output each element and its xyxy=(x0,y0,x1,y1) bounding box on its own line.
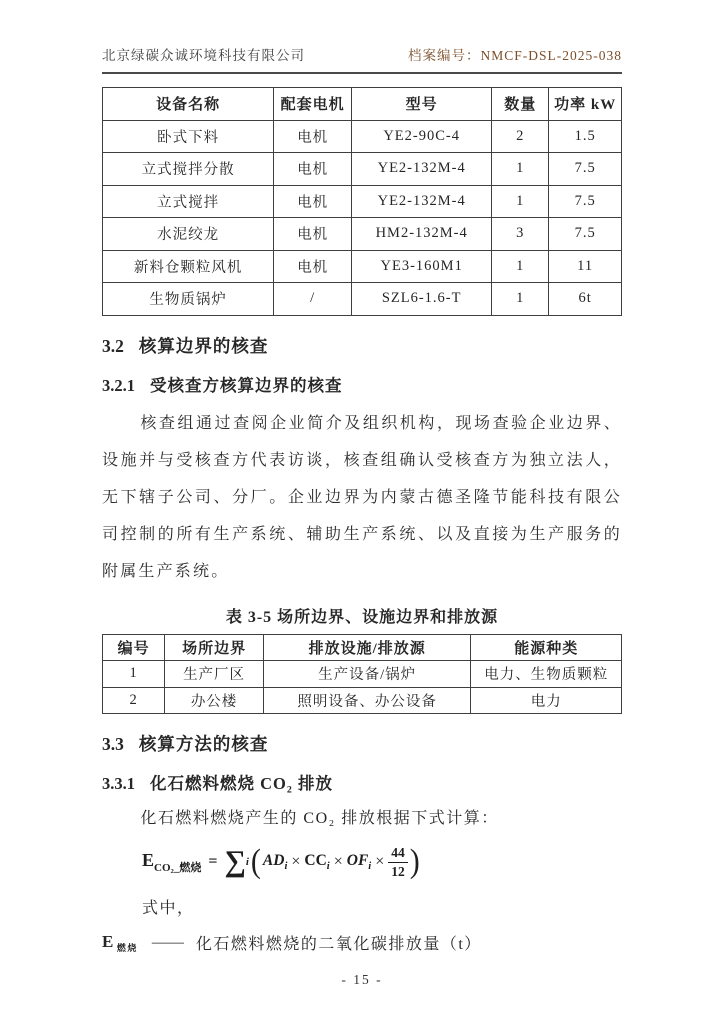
definition-text: 化石燃料燃烧的二氧化碳排放量（t） xyxy=(195,936,482,953)
document-header xyxy=(102,44,622,74)
cell-energy-type: 电力 xyxy=(471,687,622,714)
col-header-model: 型号 xyxy=(352,88,492,121)
cell-emission-source: 生产设备/锅炉 xyxy=(263,661,471,688)
cell-quantity: 1 xyxy=(492,153,549,186)
equipment-table-header-row xyxy=(103,88,622,121)
cell-device-name: 立式搅拌 xyxy=(103,185,274,218)
section-number: 3.2 xyxy=(102,335,124,356)
col-header-motor: 配套电机 xyxy=(274,88,352,121)
table-3-5-caption: 表 3-5 场所边界、设施边界和排放源 xyxy=(225,608,499,626)
cell-energy-type: 电力、生物质颗粒 xyxy=(471,661,622,688)
times-sign: × xyxy=(291,853,301,870)
cell-quantity: 1 xyxy=(492,185,549,218)
cell-motor: 电机 xyxy=(274,120,352,153)
section-title: 化石燃料燃烧 CO₂ 排放 xyxy=(150,774,333,793)
section-number: 3.3 xyxy=(102,734,124,754)
cell-model: YE2-90C-4 xyxy=(352,120,492,153)
boundary-table-header-row xyxy=(103,634,622,661)
section-number: 3.2.1 xyxy=(102,375,135,395)
cell-quantity: 3 xyxy=(492,218,549,251)
company-name: 北京绿碳众诚环境科技有限公司 xyxy=(102,48,305,63)
close-paren: ) xyxy=(409,842,420,880)
equipment-table xyxy=(102,87,622,316)
section-heading-3-3-1 xyxy=(102,770,622,794)
sigma-subscript: i xyxy=(245,856,249,868)
table-row xyxy=(103,185,622,218)
cell-power: 11 xyxy=(549,250,622,283)
cell-power: 7.5 xyxy=(549,218,622,251)
cell-device-name: 立式搅拌分散 xyxy=(103,153,274,186)
fraction-numerator: 44 xyxy=(388,845,408,863)
table-row xyxy=(103,218,622,251)
section-title: 核算方法的核查 xyxy=(138,734,269,754)
table-row xyxy=(103,120,622,153)
equals-sign: = xyxy=(208,853,218,870)
cell-site-boundary: 生产厂区 xyxy=(165,661,264,688)
cell-device-name: 新料仓颗粒风机 xyxy=(103,250,274,283)
cell-model: YE2-132M-4 xyxy=(352,185,492,218)
definition-dash: —— xyxy=(151,933,184,951)
cell-power: 7.5 xyxy=(549,185,622,218)
table-row xyxy=(103,661,622,688)
cell-device-name: 卧式下料 xyxy=(103,120,274,153)
boundary-table xyxy=(102,634,622,715)
page-number: - 15 - xyxy=(341,972,383,987)
term-CC: $CC_i$ xyxy=(304,852,330,872)
cell-index: 2 xyxy=(103,687,165,714)
cell-device-name: 水泥绞龙 xyxy=(103,218,274,251)
cell-site-boundary: 办公楼 xyxy=(165,687,264,714)
cell-quantity: 1 xyxy=(492,283,549,316)
cell-index: 1 xyxy=(103,661,165,688)
definition-symbol-subscript: 燃烧 xyxy=(116,942,138,953)
table-row xyxy=(103,250,622,283)
cell-power: 7.5 xyxy=(549,153,622,186)
col-header-emission-source: 排放设施/排放源 xyxy=(263,634,471,661)
col-header-power: 功率 kW xyxy=(549,88,622,121)
times-sign: × xyxy=(333,853,343,870)
cell-motor: 电机 xyxy=(274,250,352,283)
times-sign: × xyxy=(375,853,385,870)
section-heading-3-2-1 xyxy=(102,372,622,396)
col-header-quantity: 数量 xyxy=(492,88,549,121)
cell-quantity: 2 xyxy=(492,120,549,153)
term-AD: $AD_i$ xyxy=(262,852,288,872)
col-header-device-name: 设备名称 xyxy=(103,88,274,121)
cell-motor: / xyxy=(274,283,352,316)
archive-label: 档案编号： xyxy=(407,48,481,63)
cell-model: YE2-132M-4 xyxy=(352,153,492,186)
formula-lhs-subscript: CO₂_燃烧 xyxy=(154,861,202,874)
fraction-44-12 xyxy=(388,845,408,879)
co2-combustion-formula xyxy=(142,838,622,886)
where-label: 式中， xyxy=(142,900,195,917)
cell-quantity: 1 xyxy=(492,250,549,283)
cell-power: 6t xyxy=(549,283,622,316)
col-header-energy-type: 能源种类 xyxy=(471,634,622,661)
section-title: 受核查方核算边界的核查 xyxy=(150,375,343,395)
fraction-denominator: 12 xyxy=(391,863,405,879)
col-header-index: 编号 xyxy=(103,634,165,661)
archive-value: NMCF-DSL-2025-038 xyxy=(480,48,622,63)
section-title: 核算边界的核查 xyxy=(138,335,269,356)
cell-model: HM2-132M-4 xyxy=(352,218,492,251)
section-heading-3-2 xyxy=(102,333,622,358)
cell-model: SZL6-1.6-T xyxy=(352,283,492,316)
cell-motor: 电机 xyxy=(274,185,352,218)
term-OF: $OF_i$ xyxy=(346,852,372,872)
col-header-site-boundary: 场所边界 xyxy=(165,634,264,661)
cell-motor: 电机 xyxy=(274,153,352,186)
table-row xyxy=(103,687,622,714)
table-row xyxy=(103,283,622,316)
formula-lhs: $E_{CO_2\_燃烧}$ xyxy=(142,849,202,874)
section-number: 3.3.1 xyxy=(102,774,135,793)
sigma-symbol: ∑ xyxy=(224,845,246,878)
symbol-definition-line xyxy=(102,931,622,954)
cell-emission-source: 照明设备、办公设备 xyxy=(263,687,471,714)
boundary-paragraph: 核查组通过查阅企业简介及组织机构，现场查验企业边界、设施并与受核查方代表访谈，核查组确认受核查方为独立法人，无下辖子公司、分厂。企业边界为内蒙古德圣隆节能科技有限公司控制的所有生产系统、辅助生产系统、以及直接为生产服务的附属生产系统。 xyxy=(102,414,622,580)
cell-device-name: 生物质锅炉 xyxy=(103,283,274,316)
cell-power: 1.5 xyxy=(549,120,622,153)
table-row xyxy=(103,153,622,186)
cell-model: YE3-160M1 xyxy=(352,250,492,283)
definition-symbol: E $_{燃烧}$ xyxy=(102,931,138,953)
cell-motor: 电机 xyxy=(274,218,352,251)
open-paren: ( xyxy=(250,842,261,880)
archive-number xyxy=(408,44,622,64)
formula-intro-text: 化石燃料燃烧产生的 CO₂ 排放根据下式计算： xyxy=(140,810,499,827)
section-heading-3-3 xyxy=(102,731,622,756)
